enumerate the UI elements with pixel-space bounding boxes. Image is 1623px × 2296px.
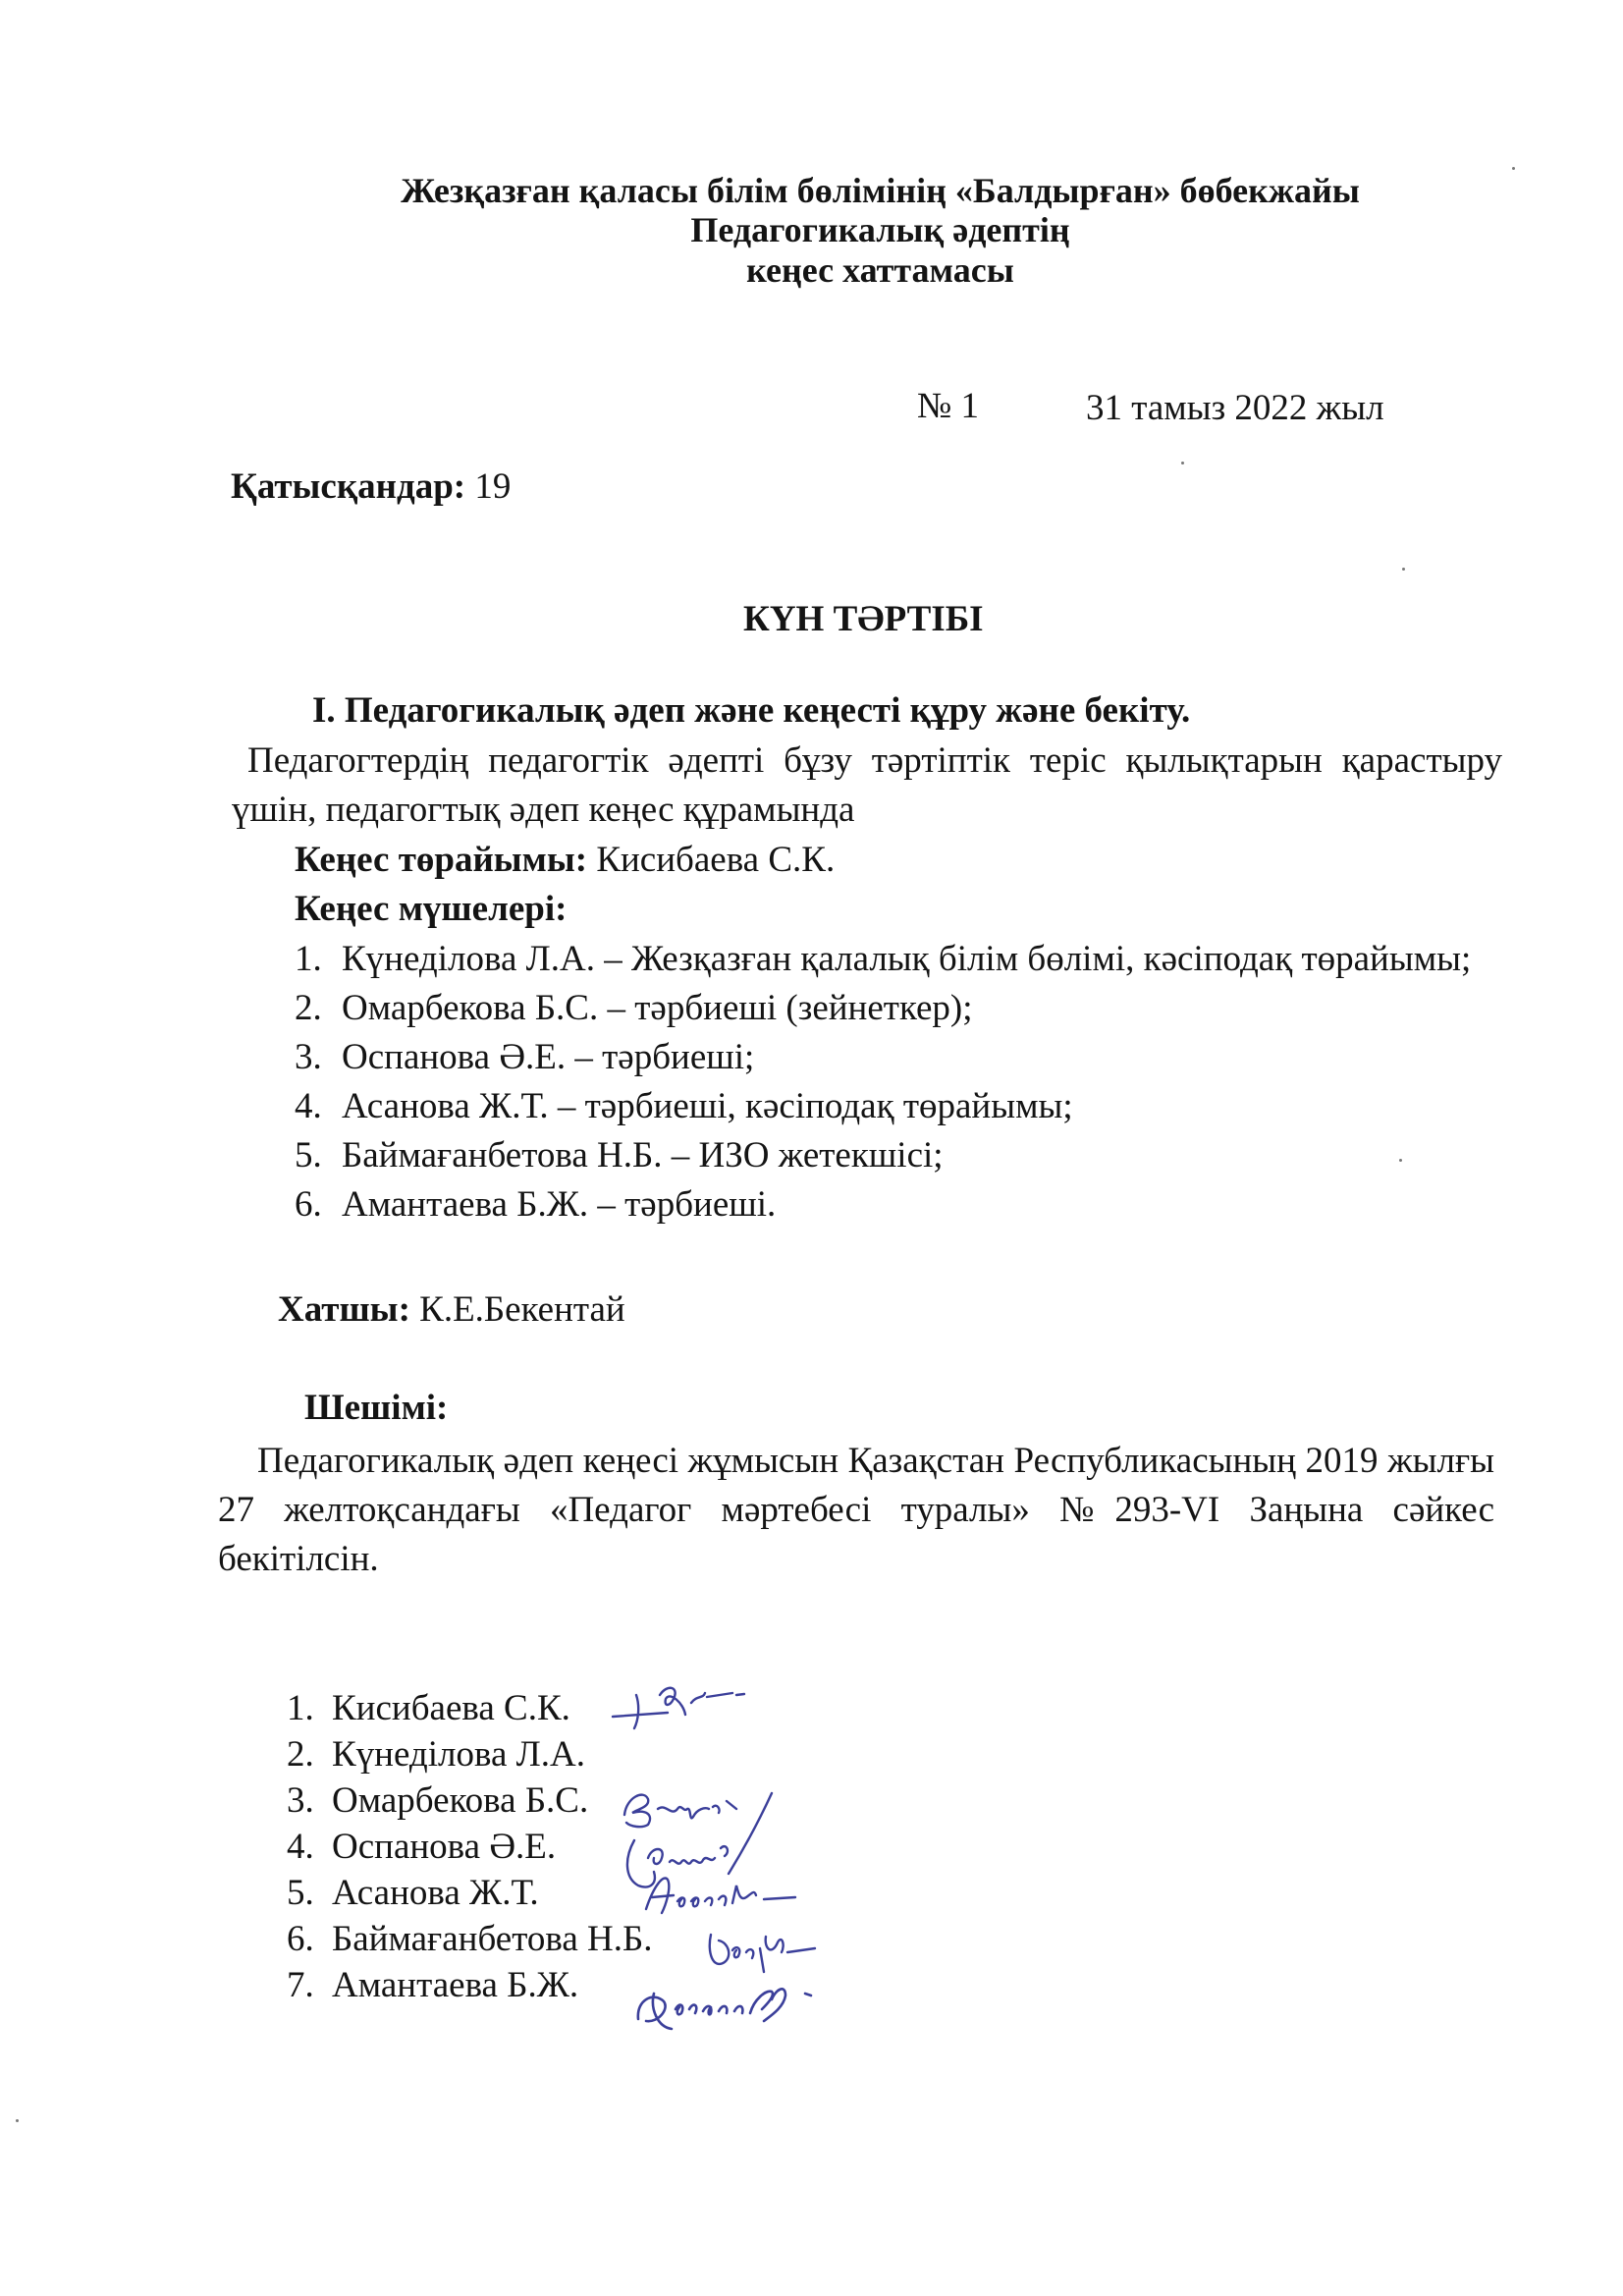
- signatory-name: Баймағанбетова Н.Б.: [332, 1919, 653, 1959]
- header-line-2: Педагогикалық әдептің: [690, 210, 1070, 249]
- list-item-number: 1.: [295, 939, 322, 979]
- members-list: [295, 935, 1502, 1230]
- list-item: [287, 1916, 653, 1962]
- protocol-number: № 1: [917, 386, 980, 426]
- list-item: [295, 984, 1502, 1033]
- signatory-name: Оспанова Ә.Е.: [332, 1827, 557, 1867]
- list-item: [287, 1870, 653, 1916]
- agenda-intro-text: Педагогтердің педагогтік әдепті бұзу тәртіптік теріс қылықтарын қарастыру үшін, педагогтық әдеп кеңес құрамында: [232, 740, 1502, 830]
- list-item-text: Амантаева Б.Ж. – тәрбиеші.: [342, 1184, 777, 1225]
- list-item-number: 2.: [295, 988, 322, 1028]
- list-item-number: 3.: [295, 1037, 322, 1077]
- list-item-number: 4.: [287, 1827, 314, 1867]
- list-item-text: Оспанова Ә.Е. – тәрбиеші;: [342, 1037, 755, 1077]
- list-item: [287, 1731, 653, 1777]
- list-item: [295, 1082, 1502, 1131]
- protocol-date: 31 тамыз 2022 жыл: [1086, 388, 1384, 428]
- decision-title: Шешімі:: [304, 1388, 449, 1428]
- agenda-intro: [232, 737, 1502, 835]
- signatory-name: Кисибаева С.К.: [332, 1688, 570, 1728]
- list-item-number: 5.: [287, 1873, 314, 1913]
- header-line-1: Жезқазған қаласы білім бөлімінің «Балдырған» бөбекжайы: [401, 171, 1360, 210]
- scan-speck: [16, 2119, 19, 2122]
- list-item-number: 6.: [287, 1919, 314, 1959]
- list-item-number: 1.: [287, 1688, 314, 1728]
- agenda-title: КҮН ТӘРТІБІ: [743, 599, 984, 639]
- secretary: [278, 1286, 625, 1334]
- list-item: [295, 1033, 1502, 1082]
- handwritten-signature-5: [638, 1866, 805, 1925]
- participants-label: Қатысқандар:: [231, 466, 466, 507]
- chair-value: Кисибаева С.К.: [596, 840, 836, 880]
- header-line-3: кеңес хаттамасы: [746, 250, 1014, 290]
- signatory-name: Күнеділова Л.А.: [332, 1734, 585, 1775]
- participants: [231, 464, 511, 511]
- list-item-text: Асанова Ж.Т. – тәрбиеші, кәсіподақ төрайымы;: [342, 1086, 1073, 1126]
- chair-label: Кеңес төрайымы:: [295, 840, 588, 880]
- signatory-name: Омарбекова Б.С.: [332, 1780, 589, 1821]
- signatory-name: Амантаева Б.Ж.: [332, 1965, 579, 2005]
- secretary-label: Хатшы:: [278, 1289, 410, 1330]
- agenda-item-1: I. Педагогикалық әдеп және кеңесті құру және бекіту.: [312, 690, 1191, 731]
- list-item-number: 2.: [287, 1734, 314, 1775]
- signature-list: [287, 1685, 653, 2008]
- decision-text-body: Педагогикалық әдеп кеңесі жұмысын Қазақстан Республикасының 2019 жылғы 27 желтоқсандағы «Педагог мәртебесі туралы» №293-VI Заңына сәйкес бекітілсін.: [218, 1441, 1494, 1579]
- participants-value: 19: [474, 466, 512, 507]
- list-item-number: 3.: [287, 1780, 314, 1821]
- handwritten-signature-6: [703, 1923, 821, 1982]
- list-item-number: 4.: [295, 1086, 322, 1126]
- list-item-text: Омарбекова Б.С. – тәрбиеші (зейнеткер);: [342, 988, 973, 1028]
- list-item-text: Баймағанбетова Н.Б. – ИЗО жетекшісі;: [342, 1135, 944, 1175]
- scan-speck: [1402, 568, 1405, 571]
- list-item: [295, 1180, 1502, 1230]
- handwritten-signature-7: [628, 1970, 864, 2039]
- list-item: [287, 1962, 653, 2008]
- list-item: [295, 935, 1502, 984]
- council-chair: [295, 837, 835, 884]
- list-item-number: 5.: [295, 1135, 322, 1175]
- list-item: [287, 1824, 653, 1870]
- scan-speck: [1181, 462, 1184, 465]
- list-item: [287, 1685, 653, 1731]
- signatory-name: Асанова Ж.Т.: [332, 1873, 539, 1913]
- secretary-value: К.Е.Бекентай: [419, 1289, 625, 1330]
- decision-text: [218, 1437, 1494, 1584]
- list-item-number: 6.: [295, 1184, 322, 1225]
- members-label: Кеңес мүшелері:: [295, 889, 568, 929]
- list-item: [295, 1131, 1502, 1180]
- list-item-text: Күнеділова Л.А. – Жезқазған қалалық білім бөлімі, кәсіподақ төрайымы;: [342, 939, 1472, 979]
- list-item: [287, 1777, 653, 1824]
- list-item-number: 7.: [287, 1965, 314, 2005]
